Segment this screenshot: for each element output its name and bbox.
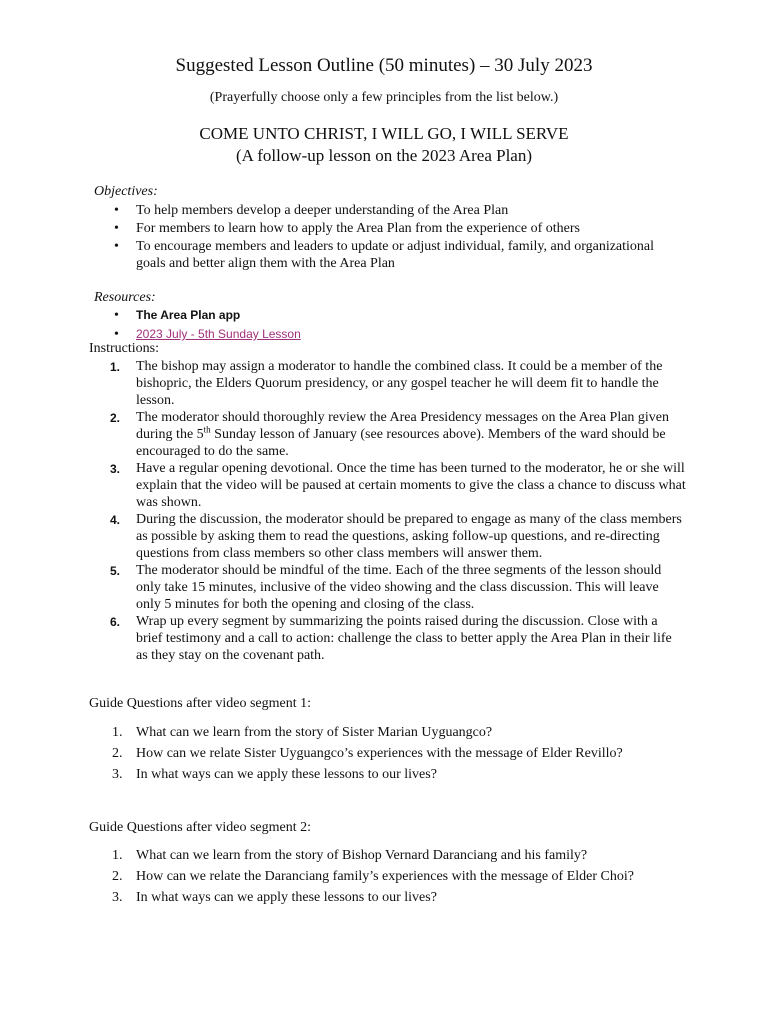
list-item: 2. The moderator should thoroughly review the Area Presidency messages on the Area Plan given during the 5th Sunday lesson of January (see resources above). Members of the ward should be encouraged to do the same. [110, 410, 670, 459]
page-title: Suggested Lesson Outline (50 minutes) – 30 July 2023 [175, 55, 593, 76]
list-item: 2. How can we relate Sister Uyguangco’s experiences with the message of Elder Revillo? [112, 746, 623, 761]
list-item [100, 326, 680, 343]
list-item: 3. In what ways can we apply these lessons to our lives? [112, 890, 437, 905]
instructions-list [100, 358, 686, 664]
lesson-subheading: (A follow-up lesson on the 2023 Area Plan) [235, 146, 533, 165]
instructions-label: Instructions: [89, 341, 159, 356]
resources-list [100, 307, 680, 344]
list-item: 3. In what ways can we apply these lessons to our lives? [112, 767, 437, 782]
list-item: 4. During the discussion, the moderator should be prepared to engage as many of the class members as possible by asking them to read the questions, asking follow-up questions, and re-directing questions from class members so other class members will answer them. [110, 512, 682, 561]
list-item [100, 307, 680, 324]
objectives-list [100, 202, 680, 273]
list-item: • To encourage members and leaders to update or adjust individual, family, and organizational goals and better align them with the Area Plan [100, 238, 680, 272]
list-item: 1. The bishop may assign a moderator to handle the combined class. It could be a member of the bishopric, the Elders Quorum presidency, or any gospel teacher he will deem fit to handle the lesson. [110, 359, 663, 408]
page-subtitle: (Prayerfully choose only a few principles from the list below.) [209, 90, 559, 105]
list-item: 1. What can we learn from the story of Bishop Vernard Daranciang and his family? [112, 848, 588, 863]
resources-label: Resources: [94, 290, 156, 305]
list-item: 3. Have a regular opening devotional. Once the time has been turned to the moderator, he or she will explain that the video will be paused at certain moments to give the class a chance to discuss what was shown. [110, 461, 686, 510]
resource-lesson-link[interactable]: 2023 July - 5th Sunday Lesson [136, 327, 301, 341]
resource-app-name: The Area Plan app [136, 308, 241, 322]
objectives-label: Objectives: [94, 184, 158, 199]
guide-questions-1-list [100, 722, 700, 785]
lesson-heading: COME UNTO CHRIST, I WILL GO, I WILL SERVE [199, 124, 569, 143]
guide-questions-2-list [100, 845, 700, 908]
guide-questions-1-label: Guide Questions after video segment 1: [89, 696, 312, 711]
list-item: • For members to learn how to apply the Area Plan from the experience of others [100, 220, 680, 237]
list-item: 2. How can we relate the Daranciang family’s experiences with the message of Elder Choi? [112, 869, 634, 884]
list-item: 5. The moderator should be mindful of the time. Each of the three segments of the lesson should only take 15 minutes, inclusive of the video showing and the class discussion. This will leave only 5 minutes for both the opening and closing of the class. [110, 563, 662, 612]
list-item: 1. What can we learn from the story of Sister Marian Uyguangco? [112, 725, 493, 740]
list-item: 6. Wrap up every segment by summarizing the points raised during the discussion. Close with a brief testimony and a call to action: challenge the class to better apply the Area Plan in their life as they stay on the covenant path. [110, 614, 672, 663]
guide-questions-2-label: Guide Questions after video segment 2: [89, 820, 312, 835]
list-item: • To help members develop a deeper understanding of the Area Plan [100, 202, 680, 219]
